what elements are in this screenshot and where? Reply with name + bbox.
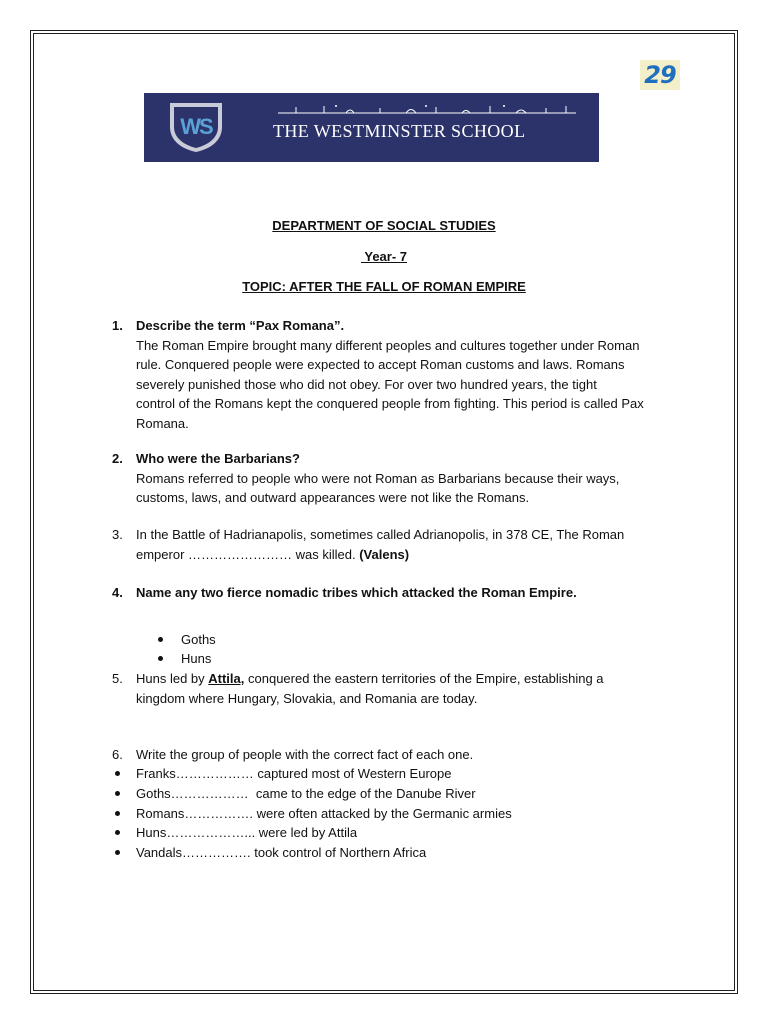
arabic-school-name-script [276, 103, 578, 117]
answer-line: The Roman Empire brought many different peoples and cultures together under Roman [136, 337, 640, 353]
list-item: Goths……………… came to the edge of the Danube River [136, 786, 476, 801]
question-text-prefix: Huns led by [136, 671, 209, 686]
question-text-line [136, 545, 672, 565]
bullet-icon [115, 811, 120, 816]
question-2 [112, 449, 672, 508]
question-number: 4. [112, 585, 123, 600]
answer-line: rule. Conquered people were expected to accept Roman customs and laws. Romans [136, 357, 625, 372]
question-text: Write the group of people with the correct fact of each one. [136, 747, 474, 762]
question-text: Who were the Barbarians? [136, 451, 300, 466]
question-text-line: kingdom where Hungary, Slovakia, and Romania are today. [136, 690, 478, 706]
department-title: DEPARTMENT OF SOCIAL STUDIES [272, 218, 496, 233]
bullet-icon [115, 771, 120, 776]
bullet-icon [115, 791, 120, 796]
bullet-icon [158, 637, 163, 642]
question-5 [112, 669, 672, 708]
bullet-icon [115, 850, 120, 855]
school-banner [144, 93, 599, 162]
school-shield-logo [166, 99, 226, 153]
list-item: Franks……………… captured most of Western Europe [136, 766, 452, 781]
question-1 [112, 316, 672, 433]
list-item: Romans……………. were often attacked by the Germanic armies [136, 806, 512, 821]
fill-in-blank-text: emperor …………………… was killed. [136, 546, 360, 562]
year-title: Year- 7 [360, 249, 408, 264]
answer-line: control of the Romans kept the conquered people from fighting. This period is called Pax [136, 396, 644, 411]
list-item: Goths [181, 632, 216, 647]
question-text: Describe the term “Pax Romana”. [136, 318, 345, 333]
logo-letters: WS [180, 114, 212, 139]
answer-line: customs, laws, and outward appearances were not like the Romans. [136, 490, 530, 505]
question-number: 3. [112, 527, 123, 542]
answer-line: Romans referred to people who were not Roman as Barbarians because their ways, [136, 470, 620, 486]
question-6 [112, 745, 672, 765]
bullet-icon [115, 830, 120, 835]
bullet-icon [158, 656, 163, 661]
answer-line: severely punished those who did not obey. For over two hundred years, the tight [136, 376, 597, 392]
answer-text: (Valens) [359, 546, 410, 562]
answer-text: Attila, [208, 671, 245, 686]
question-text-rest: conquered the eastern territories of the Empire, establishing a [244, 671, 604, 686]
question-4 [112, 583, 672, 603]
page-number-badge [640, 60, 680, 90]
list-item: Huns………………... were led by Attila [136, 825, 358, 840]
answer-line: Romana. [136, 415, 189, 431]
list-item: Huns [181, 651, 212, 666]
question-number: 2. [112, 451, 123, 466]
school-name: THE WESTMINSTER SCHOOL [273, 121, 526, 141]
page-number: 29 [644, 61, 676, 89]
question-3 [112, 525, 672, 564]
question-number: 5. [112, 671, 123, 686]
question-number: 1. [112, 318, 123, 333]
topic-title: TOPIC: AFTER THE FALL OF ROMAN EMPIRE [242, 279, 526, 294]
question-text: Name any two fierce nomadic tribes which attacked the Roman Empire. [136, 585, 577, 600]
question-number: 6. [112, 747, 123, 762]
list-item: Vandals……………. took control of Northern Africa [136, 845, 427, 860]
question-text-line: In the Battle of Hadrianapolis, sometimes called Adrianopolis, in 378 CE, The Roman [136, 527, 625, 542]
